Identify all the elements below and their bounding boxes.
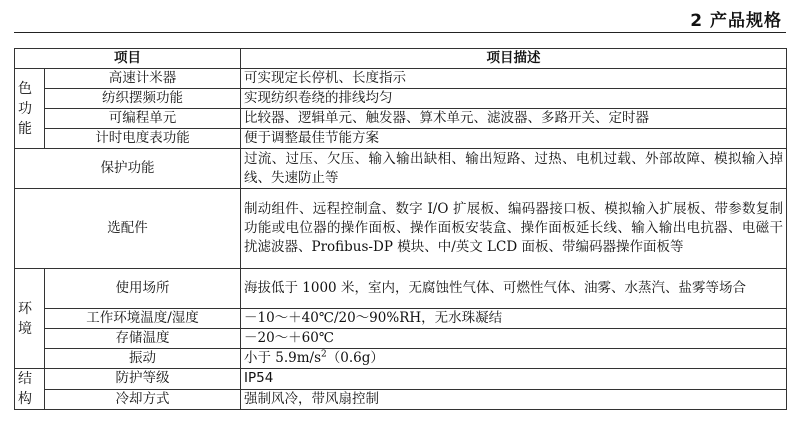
item-description: 强制风冷，带风扇控制 bbox=[241, 389, 787, 410]
table-row bbox=[15, 89, 787, 109]
item-description: IP54 bbox=[241, 369, 787, 390]
item-name: 使用场所 bbox=[45, 269, 241, 309]
item-name: 纺织摆频功能 bbox=[45, 89, 241, 109]
column-header-description: 项目描述 bbox=[241, 49, 787, 69]
item-name: 计时电度表功能 bbox=[45, 129, 241, 149]
item-name: 选配件 bbox=[15, 189, 241, 269]
table-row bbox=[15, 69, 787, 89]
item-description: 实现纺织卷绕的排线均匀 bbox=[241, 89, 787, 109]
item-name: 可编程单元 bbox=[45, 109, 241, 129]
item-name: 防护等级 bbox=[45, 369, 241, 390]
table-row bbox=[15, 109, 787, 129]
item-description: 可实现定长停机、长度指示 bbox=[241, 69, 787, 89]
vibration-exponent: 2 bbox=[321, 349, 327, 360]
section-title: 2 产品规格 bbox=[690, 11, 782, 31]
table-row bbox=[15, 349, 787, 369]
category-char: 功 bbox=[18, 100, 32, 117]
item-name: 高速计米器 bbox=[45, 69, 241, 89]
spec-table bbox=[14, 48, 787, 410]
item-description bbox=[241, 349, 787, 369]
item-description: －20～＋60℃ bbox=[241, 329, 787, 349]
table-row bbox=[15, 329, 787, 349]
category-char: 环 bbox=[18, 300, 32, 317]
category-char: 境 bbox=[18, 320, 32, 337]
category-char: 色 bbox=[18, 80, 32, 97]
table-row bbox=[15, 369, 787, 390]
item-description: 便于调整最佳节能方案 bbox=[241, 129, 787, 149]
item-description: 制动组件、远程控制盒、数字 I/O 扩展板、编码器接口板、模拟输入扩展板、带参数复制功能或电位器的操作面板、操作面板安装盒、操作面板延长线、输入输出电抗器、电磁干扰滤波器、Profibus-DP 模块、中/英文 LCD 面板、带编码器操作面板等 bbox=[241, 189, 787, 269]
vibration-value: 小于 5.9m/s bbox=[244, 350, 322, 366]
table-row bbox=[15, 149, 787, 189]
item-name: 振动 bbox=[45, 349, 241, 369]
item-description: －10～＋40℃/20～90%RH，无水珠凝结 bbox=[241, 309, 787, 329]
table-row bbox=[15, 389, 787, 410]
category-char: 能 bbox=[18, 120, 32, 137]
category-char: 结 bbox=[18, 371, 32, 387]
category-structure bbox=[15, 369, 45, 410]
item-name: 工作环境温度/湿度 bbox=[45, 309, 241, 329]
item-name: 保护功能 bbox=[15, 149, 241, 189]
table-row bbox=[15, 189, 787, 269]
category-special-functions bbox=[15, 69, 45, 149]
header-divider bbox=[14, 32, 786, 33]
table-header-row bbox=[15, 49, 787, 69]
table-row bbox=[15, 269, 787, 309]
item-description: 过流、过压、欠压、输入输出缺相、输出短路、过热、电机过载、外部故障、模拟输入掉线、失速防止等 bbox=[241, 149, 787, 189]
item-name: 存储温度 bbox=[45, 329, 241, 349]
item-name: 冷却方式 bbox=[45, 389, 241, 410]
table-row bbox=[15, 309, 787, 329]
vibration-g-value: （0.6g） bbox=[326, 350, 384, 366]
category-char: 构 bbox=[18, 391, 32, 407]
category-environment bbox=[15, 269, 45, 369]
item-description: 比较器、逻辑单元、触发器、算术单元、滤波器、多路开关、定时器 bbox=[241, 109, 787, 129]
column-header-item: 项目 bbox=[15, 49, 241, 69]
item-description: 海拔低于 1000 米，室内，无腐蚀性气体、可燃性气体、油雾、水蒸汽、盐雾等场合 bbox=[241, 269, 787, 309]
table-row bbox=[15, 129, 787, 149]
